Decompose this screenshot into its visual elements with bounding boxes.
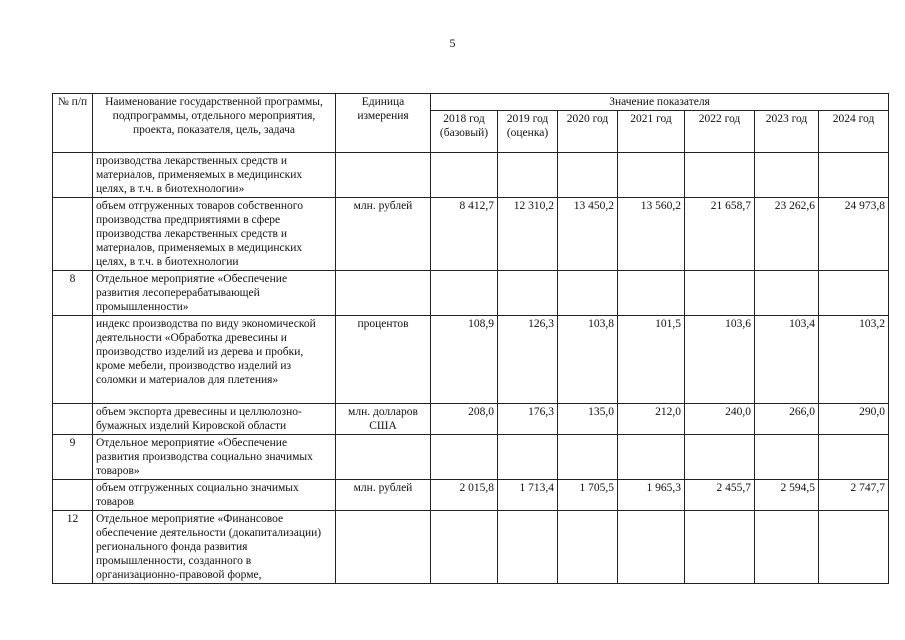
row-value-cell xyxy=(755,435,819,480)
row-value-cell xyxy=(558,271,618,316)
row-unit-cell xyxy=(336,271,431,316)
row-value-cell xyxy=(558,153,618,198)
table-row xyxy=(53,316,889,404)
row-name-cell: индекс производства по виду экономической деятельности «Обработка древесины и производство изделий из дерева и пробки, кроме мебели, производство изделий из соломки и материалов для плетения» xyxy=(93,316,336,404)
row-value-cell xyxy=(618,271,685,316)
row-value-cell: 126,3 xyxy=(498,316,558,404)
row-num-cell: 8 xyxy=(53,271,93,316)
row-value-cell xyxy=(685,153,755,198)
row-unit-cell xyxy=(336,511,431,584)
row-value-cell: 108,9 xyxy=(431,316,498,404)
row-value-cell xyxy=(819,271,889,316)
row-value-cell: 135,0 xyxy=(558,404,618,435)
row-value-cell: 13 560,2 xyxy=(618,198,685,271)
header-year: 2018 год (базовый) xyxy=(431,111,498,153)
page-number: 5 xyxy=(449,36,456,50)
row-num-cell: 12 xyxy=(53,511,93,584)
row-value-cell: 8 412,7 xyxy=(431,198,498,271)
table-row xyxy=(53,198,889,271)
row-unit-cell: млн. долларов США xyxy=(336,404,431,435)
header-year: 2019 год (оценка) xyxy=(498,111,558,153)
row-name-cell: Отдельное мероприятие «Обеспечение развития лесоперерабатывающей промышленности» xyxy=(93,271,336,316)
row-value-cell xyxy=(498,435,558,480)
row-value-cell: 212,0 xyxy=(618,404,685,435)
row-value-cell xyxy=(431,271,498,316)
row-value-cell xyxy=(685,511,755,584)
row-value-cell: 208,0 xyxy=(431,404,498,435)
row-value-cell: 12 310,2 xyxy=(498,198,558,271)
row-unit-cell xyxy=(336,153,431,198)
row-name-cell: объем отгруженных социально значимых товаров xyxy=(93,480,336,511)
row-value-cell: 176,3 xyxy=(498,404,558,435)
row-value-cell xyxy=(558,511,618,584)
row-unit-cell xyxy=(336,435,431,480)
row-value-cell: 103,8 xyxy=(558,316,618,404)
row-num-cell xyxy=(53,153,93,198)
table-row xyxy=(53,480,889,511)
row-num-cell xyxy=(53,198,93,271)
indicator-table xyxy=(52,93,889,584)
header-year: 2023 год xyxy=(755,111,819,153)
row-name-cell: Отдельное мероприятие «Финансовое обеспечение деятельности (докапитализации) регионального фонда развития промышленности, созданного в организационно-правовой форме, xyxy=(93,511,336,584)
row-value-cell xyxy=(618,511,685,584)
row-value-cell: 24 973,8 xyxy=(819,198,889,271)
row-value-cell: 103,6 xyxy=(685,316,755,404)
header-year: 2024 год xyxy=(819,111,889,153)
header-value-group: Значение показателя xyxy=(431,94,889,111)
row-value-cell: 103,2 xyxy=(819,316,889,404)
row-name-cell: Отдельное мероприятие «Обеспечение развития производства социально значимых товаров» xyxy=(93,435,336,480)
row-name-cell: объем экспорта древесины и целлюлозно-бумажных изделий Кировской области xyxy=(93,404,336,435)
row-value-cell xyxy=(755,271,819,316)
row-value-cell xyxy=(685,271,755,316)
table-row xyxy=(53,511,889,584)
row-value-cell: 1 713,4 xyxy=(498,480,558,511)
row-num-cell: 9 xyxy=(53,435,93,480)
table-row xyxy=(53,404,889,435)
row-num-cell xyxy=(53,316,93,404)
row-value-cell xyxy=(431,511,498,584)
row-value-cell: 290,0 xyxy=(819,404,889,435)
row-unit-cell: млн. рублей xyxy=(336,480,431,511)
row-value-cell xyxy=(755,511,819,584)
row-value-cell xyxy=(819,153,889,198)
header-num: № п/п xyxy=(53,94,93,153)
row-value-cell xyxy=(558,435,618,480)
row-value-cell: 266,0 xyxy=(755,404,819,435)
row-value-cell xyxy=(498,511,558,584)
row-value-cell xyxy=(431,435,498,480)
row-unit-cell: млн. рублей xyxy=(336,198,431,271)
row-value-cell xyxy=(498,153,558,198)
row-value-cell: 103,4 xyxy=(755,316,819,404)
row-value-cell xyxy=(819,511,889,584)
row-value-cell: 240,0 xyxy=(685,404,755,435)
row-value-cell xyxy=(755,153,819,198)
row-value-cell: 2 747,7 xyxy=(819,480,889,511)
row-value-cell xyxy=(498,271,558,316)
header-year: 2021 год xyxy=(618,111,685,153)
row-value-cell xyxy=(618,153,685,198)
row-num-cell xyxy=(53,480,93,511)
row-value-cell: 101,5 xyxy=(618,316,685,404)
table-row xyxy=(53,435,889,480)
header-row xyxy=(53,94,889,111)
header-year: 2020 год xyxy=(558,111,618,153)
row-value-cell xyxy=(819,435,889,480)
row-name-cell: производства лекарственных средств и материалов, применяемых в медицинских целях, в т.ч. в биотехнологии» xyxy=(93,153,336,198)
row-name-cell: объем отгруженных товаров собственного производства предприятиями в сфере производства лекарственных средств и материалов, применяемых в медицинских целях, в т.ч. в биотехнологии xyxy=(93,198,336,271)
row-value-cell: 23 262,6 xyxy=(755,198,819,271)
row-value-cell xyxy=(618,435,685,480)
row-value-cell: 2 594,5 xyxy=(755,480,819,511)
table-row xyxy=(53,271,889,316)
row-value-cell: 2 455,7 xyxy=(685,480,755,511)
row-value-cell: 13 450,2 xyxy=(558,198,618,271)
row-num-cell xyxy=(53,404,93,435)
header-unit: Единица измерения xyxy=(336,94,431,153)
row-value-cell xyxy=(685,435,755,480)
table-row xyxy=(53,153,889,198)
row-value-cell: 1 705,5 xyxy=(558,480,618,511)
row-value-cell xyxy=(431,153,498,198)
header-name: Наименование государственной программы, подпрограммы, отдельного мероприятия, проекта, показателя, цель, задача xyxy=(93,94,336,153)
header-year: 2022 год xyxy=(685,111,755,153)
row-value-cell: 1 965,3 xyxy=(618,480,685,511)
row-unit-cell: процентов xyxy=(336,316,431,404)
row-value-cell: 21 658,7 xyxy=(685,198,755,271)
row-value-cell: 2 015,8 xyxy=(431,480,498,511)
